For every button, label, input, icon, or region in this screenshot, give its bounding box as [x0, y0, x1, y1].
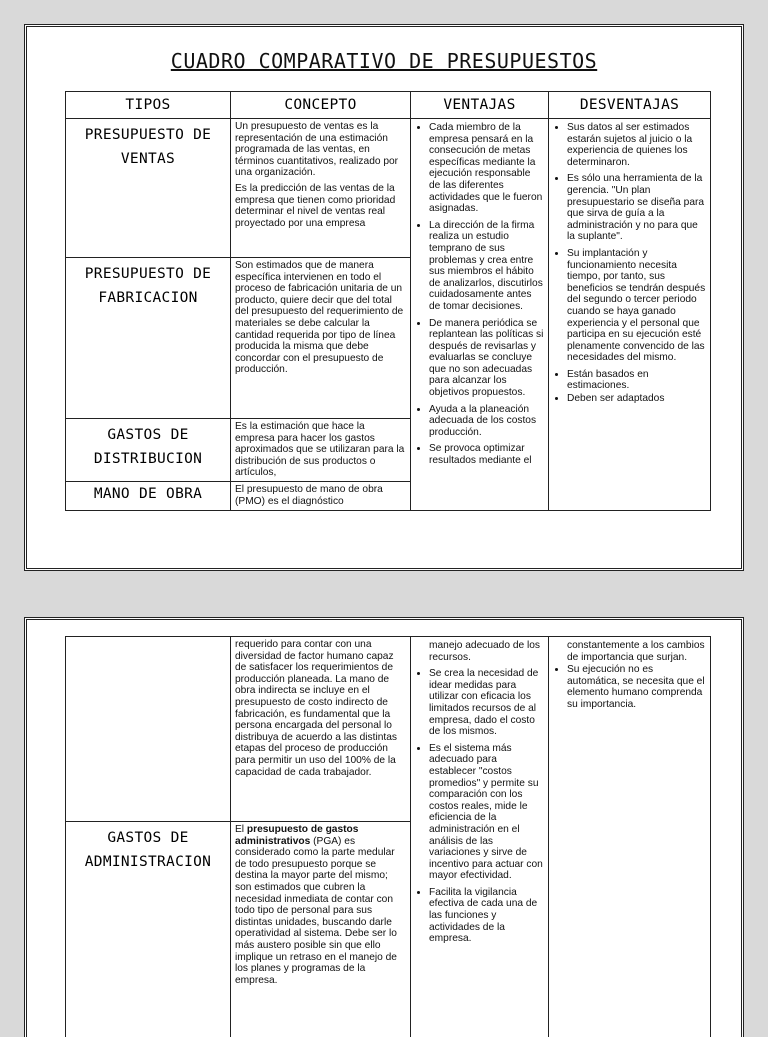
table-row [66, 119, 711, 258]
list-item: • Facilita la vigilancia efectiva de cada una de las funciones y actividades de la empresa. [429, 887, 544, 945]
document-page-2 [24, 617, 744, 1037]
desventajas-cell [549, 119, 711, 511]
document-page-1 [24, 24, 744, 571]
table-header-row [66, 92, 711, 119]
type-cell: PRESUPUESTO DE FABRICACION [66, 258, 231, 419]
header-tipos: TIPOS [66, 92, 231, 119]
list-item: • La dirección de la firma realiza un estudio temprano de sus problemas y crea entre sus miembros el hábito de analizarlos, discutirlos cuidadosamente antes de tomar decisiones. [429, 220, 544, 313]
header-desventajas: DESVENTAJAS [549, 92, 711, 119]
list-item: • Se crea la necesidad de idear medidas para utilizar con eficacia los limitados recursos de al empresa, dado el costo de los mismos. [429, 668, 544, 738]
ventajas-cell [411, 637, 549, 1037]
list-item: • Es sólo una herramienta de la gerencia. "Un plan presupuestario se diseña para que sirva de guía a la administración y no para que la suplante". [567, 173, 706, 243]
list-item: manejo adecuado de los recursos. [429, 640, 544, 663]
table-row [66, 637, 711, 822]
list-item: • Están basados en estimaciones. [567, 369, 706, 392]
list-item: • Deben ser adaptados [567, 393, 706, 405]
desventajas-list [549, 640, 706, 711]
list-item: • Su ejecución no es automática, se necesita que el elemento humano comprenda su importancia. [567, 664, 706, 710]
comparison-table [65, 91, 711, 511]
type-cell: GASTOS DE ADMINISTRACION [66, 822, 231, 1037]
list-item: constantemente a los cambios de importancia que surjan. [567, 640, 706, 663]
concept-cell [231, 822, 411, 1037]
concept-cell [231, 119, 411, 258]
concept-cell [231, 637, 411, 822]
concept-cell [231, 419, 411, 482]
list-item: • Se provoca optimizar resultados mediante el [429, 443, 544, 466]
concept-cell [231, 482, 411, 511]
comparison-table-continued [65, 636, 711, 1037]
type-cell: MANO DE OBRA [66, 482, 231, 511]
concept-paragraph: El presupuesto de mano de obra (PMO) es el diagnóstico [235, 484, 406, 507]
ventajas-list [411, 122, 544, 467]
list-item: • Cada miembro de la empresa pensará en la consecución de metas específicas mediante la ejecución responsable de las diferentes actividades que le fueron asignadas. [429, 122, 544, 215]
concept-paragraph: Es la estimación que hace la empresa para hacer los gastos aproximados que se utilizaran para la distribución de sus productos o artículos, [235, 421, 406, 479]
type-cell-empty [66, 637, 231, 822]
concept-paragraph [235, 824, 406, 986]
list-item: • Su implantación y funcionamiento necesita tiempo, por tanto, sus beneficios se tendrán después del segundo o tercer periodo cuando se haya ganado experiencia y el personal que participa en su ejecución esté plenamente convencido de las necesidades del mismo. [567, 248, 706, 364]
concept-bold-term: presupuesto de gastos administrativos [235, 824, 358, 847]
list-item: • Ayuda a la planeación adecuada de los costos producción. [429, 404, 544, 439]
concept-paragraph: Un presupuesto de ventas es la representación de una estimación programada de las ventas, en términos cuantitativos, realizado por una organización. [235, 121, 406, 179]
header-ventajas: VENTAJAS [411, 92, 549, 119]
ventajas-list [411, 640, 544, 945]
desventajas-list [549, 122, 706, 405]
desventajas-cell [549, 637, 711, 1037]
type-cell: PRESUPUESTO DE VENTAS [66, 119, 231, 258]
concept-paragraph: Son estimados que de manera específica intervienen en todo el proceso de fabricación unitaria de un producto, quiere decir que del total del presupuesto del requerimiento de materiales se debe calcular la cantidad requerida por tipo de línea producida la misma que debe concordar con el presupuesto de producción. [235, 260, 406, 376]
type-cell: GASTOS DE DISTRIBUCION [66, 419, 231, 482]
list-item: • Sus datos al ser estimados estarán sujetos al juicio o la experiencia de quienes los determinaron. [567, 122, 706, 168]
list-item: • Es el sistema más adecuado para establecer "costos promedios" y permite su comparación con los costos reales, mide le eficiencia de la administración en el análisis de las variaciones y sirve de incentivo para actuar con mayor efectividad. [429, 743, 544, 882]
document-title: CUADRO COMPARATIVO DE PRESUPUESTOS [27, 49, 741, 73]
concept-paragraph: requerido para contar con una diversidad de factor humano capaz de satisfacer los requerimientos de producción planeada. La mano de obra indirecta se incluye en el presupuesto de costo indirecto de fabricación, es fundamental que la persona encargada del personal lo distribuya de acuerdo a las distintas etapas del proceso de producción para permitir un uso del 100% de la capacidad de cada trabajador. [235, 639, 406, 778]
concept-text: El [235, 824, 247, 835]
concept-text: (PGA) es considerado como la parte medular de todo presupuesto porque se destina la mayor parte del mismo; son estimados que cubren la necesidad inmediata de contar con todo tipo de personal para sus distintas unidades, buscando darle operatividad al sistema. Debe ser lo más austero posible sin que ello implique un retraso en el manejo de los planes y programas de la empresa. [235, 836, 397, 986]
concept-paragraph: Es la predicción de las ventas de la empresa que tienen como prioridad determinar el nivel de ventas real proyectado por una empresa [235, 183, 406, 229]
concept-cell [231, 258, 411, 419]
ventajas-cell [411, 119, 549, 511]
header-concepto: CONCEPTO [231, 92, 411, 119]
list-item: • De manera periódica se replantean las políticas si después de revisarlas y evaluarlas se concluye que no son adecuadas para alcanzar los objetivos propuestos. [429, 318, 544, 399]
